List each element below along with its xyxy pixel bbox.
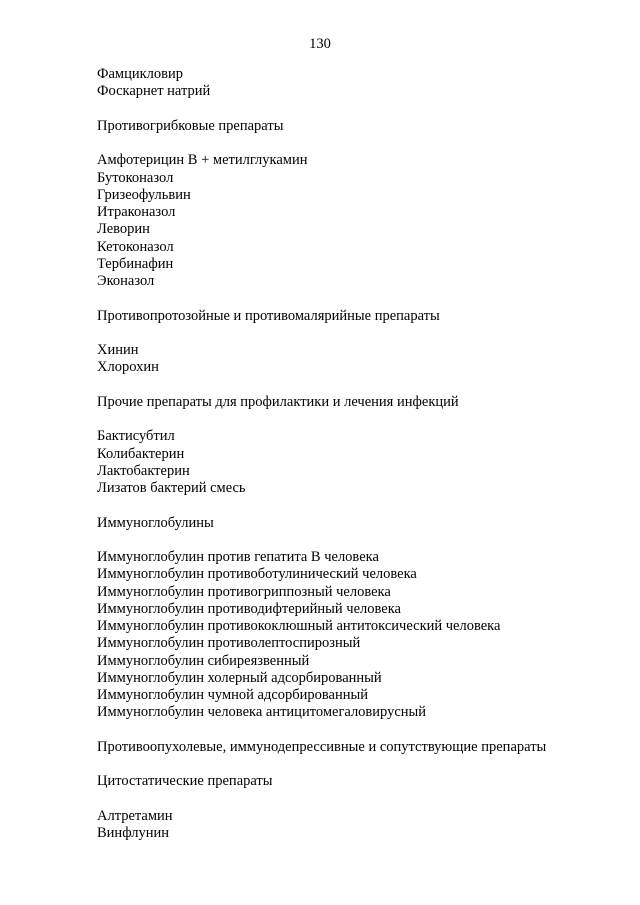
page-number: 130 bbox=[309, 36, 331, 52]
blank-line bbox=[97, 377, 617, 394]
section-immunoglobulins bbox=[97, 515, 617, 722]
blank-line bbox=[97, 532, 617, 549]
list-item: Иммуноглобулин человека антицитомегаловирусный bbox=[97, 704, 427, 721]
section-heading: Противоопухолевые, иммунодепрессивные и сопутствующие препараты bbox=[97, 738, 547, 755]
section-heading: Противогрибковые препараты bbox=[97, 117, 284, 134]
section-heading: Противопротозойные и противомалярийные препараты bbox=[97, 307, 440, 324]
list-item: Кетоконазол bbox=[97, 238, 174, 255]
list-item: Иммуноглобулин противолептоспирозный bbox=[97, 635, 361, 652]
section-heading: Иммуноглобулины bbox=[97, 514, 214, 531]
section-antiprotozoal bbox=[97, 308, 617, 377]
list-item: Лизатов бактерий смесь bbox=[97, 480, 246, 496]
blank-line bbox=[97, 722, 617, 739]
blank-line bbox=[97, 325, 617, 342]
list-item: Иммуноглобулин противоботулинический человека bbox=[97, 566, 417, 583]
list-item: Хлорохин bbox=[97, 359, 159, 376]
list-item: Амфотерицин В + метилглукамин bbox=[97, 152, 308, 169]
list-item: Фоскарнет натрий bbox=[97, 83, 211, 100]
blank-line bbox=[97, 101, 617, 118]
list-item: Фамцикловир bbox=[97, 66, 183, 82]
list-item: Бактисубтил bbox=[97, 428, 175, 445]
list-item: Гризеофульвин bbox=[97, 186, 191, 203]
blank-line bbox=[97, 411, 617, 428]
list-item: Бутоконазол bbox=[97, 169, 174, 186]
section-antineoplastic bbox=[97, 739, 617, 756]
list-item: Леворин bbox=[97, 221, 150, 238]
list-item: Лактобактерин bbox=[97, 462, 190, 479]
list-item: Иммуноглобулин против гепатита В человека bbox=[97, 549, 379, 565]
list-item: Иммуноглобулин противодифтерийный человека bbox=[97, 600, 401, 617]
list-item: Иммуноглобулин противогриппозный человека bbox=[97, 583, 391, 600]
list-item: Иммуноглобулин противококлюшный антитоксический человека bbox=[97, 618, 501, 634]
section-continuation bbox=[97, 66, 617, 101]
list-item: Иммуноглобулин сибиреязвенный bbox=[97, 652, 310, 669]
list-item: Хинин bbox=[97, 342, 139, 358]
list-item: Иммуноглобулин чумной адсорбированный bbox=[97, 687, 369, 703]
list-item: Тербинафин bbox=[97, 255, 174, 272]
list-item: Иммуноглобулин холерный адсорбированный bbox=[97, 669, 382, 686]
section-other-infections bbox=[97, 394, 617, 498]
list-item: Эконазол bbox=[97, 273, 155, 289]
list-item: Винфлунин bbox=[97, 825, 169, 841]
section-antifungal bbox=[97, 118, 617, 291]
blank-line bbox=[97, 135, 617, 152]
document-body bbox=[97, 66, 617, 842]
section-cytostatic bbox=[97, 773, 617, 842]
blank-line bbox=[97, 791, 617, 808]
list-item: Итраконазол bbox=[97, 204, 176, 220]
blank-line bbox=[97, 497, 617, 514]
section-heading: Прочие препараты для профилактики и лечения инфекций bbox=[97, 393, 459, 410]
section-heading: Цитостатические препараты bbox=[97, 773, 273, 790]
list-item: Алтретамин bbox=[97, 807, 173, 824]
list-item: Колибактерин bbox=[97, 445, 185, 462]
blank-line bbox=[97, 756, 617, 773]
blank-line bbox=[97, 290, 617, 307]
